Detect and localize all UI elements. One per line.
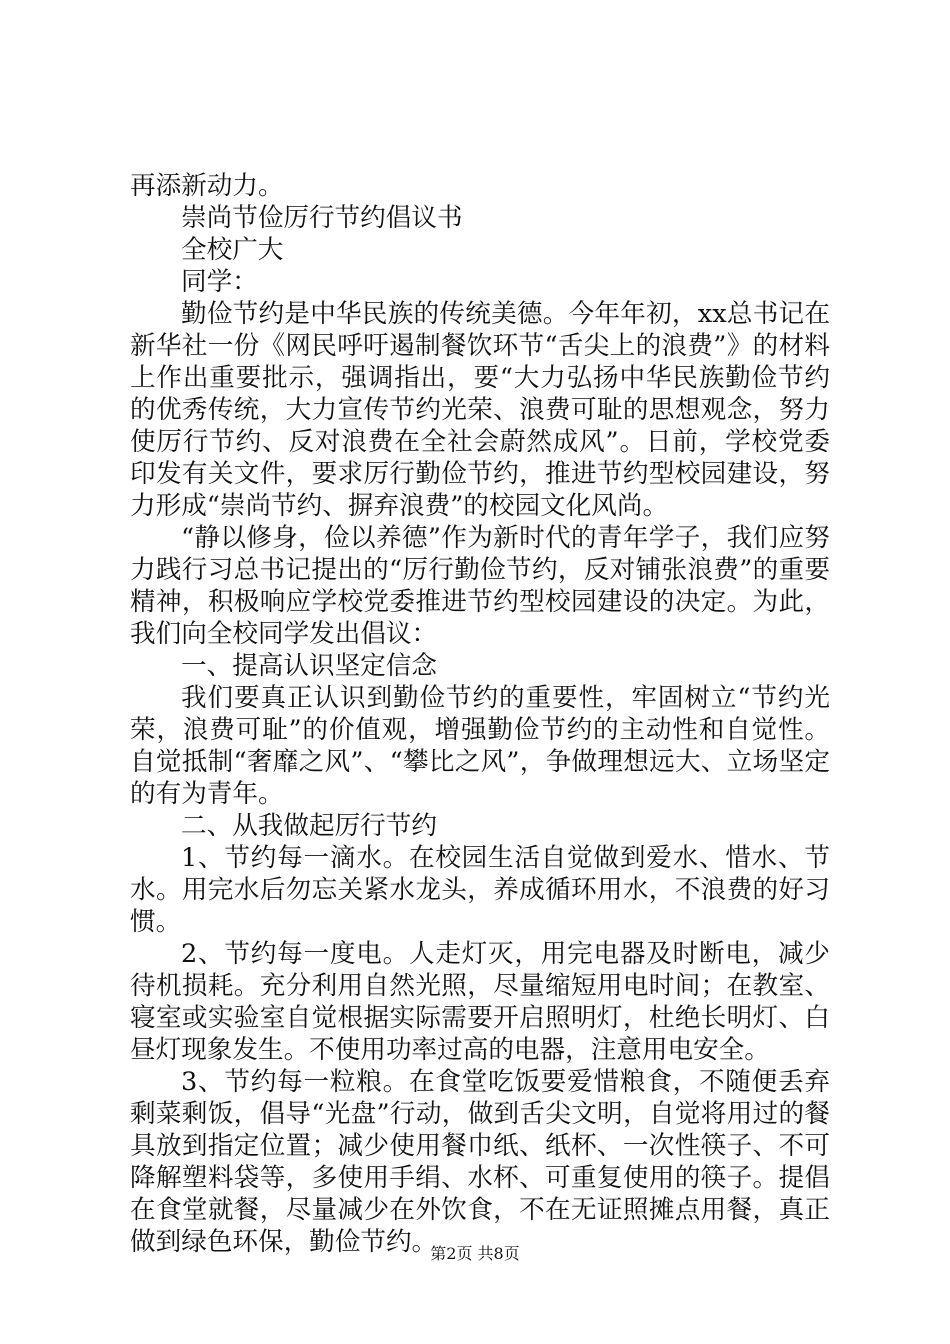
list-item-water: 1、节约每一滴水。在校园生活自觉做到爱水、惜水、节水。用完水后勿忘关紧水龙头，养成循环用水，不浪费的好习惯。 [130,843,830,937]
document-heading: 崇尚节俭厉行节约倡议书 [181,203,463,233]
paragraph-call: “静以修身，俭以养德”作为新时代的青年学子，我们应努力践行习总书记提出的“厉行勤俭节约，反对铺张浪费”的重要精神，积极响应学校党委推进节约型校园建设的决定。为此，我们向全校同学发出倡议： [130,523,830,649]
page-number-footer: 第2页 共8页 [430,1244,520,1263]
section-heading-1: 一、提高认识坚定信念 [181,651,437,681]
document-body [130,170,830,1258]
paragraph-continuation: 再添新动力。 [130,171,284,201]
salutation-line-2: 同学： [181,267,258,297]
list-item-food: 3、节约每一粒粮。在食堂吃饭要爱惜粮食，不随便丢弃剩菜剩饭，倡导“光盘”行动，做到舌尖文明，自觉将用过的餐具放到指定位置；减少使用餐巾纸、纸杯、一次性筷子、不可降解塑料袋等，多使用手绢、水杯、可重复使用的筷子。提倡在食堂就餐，尽量减少在外饮食，不在无证照摊点用餐，真正做到绿色环保，勤俭节约。 [130,1067,830,1257]
paragraph-section-1: 我们要真正认识到勤俭节约的重要性，牢固树立“节约光荣，浪费可耻”的价值观，增强勤俭节约的主动性和自觉性。自觉抵制“奢靡之风”、“攀比之风”，争做理想远大、立场坚定的有为青年。 [130,683,830,809]
list-item-electricity: 2、节约每一度电。人走灯灭，用完电器及时断电，减少待机损耗。充分利用自然光照，尽量缩短用电时间；在教室、寝室或实验室自觉根据实际需要开启照明灯，杜绝长明灯、白昼灯现象发生。不使用功率过高的电器，注意用电安全。 [130,939,830,1065]
paragraph-intro: 勤俭节约是中华民族的传统美德。今年年初，xx总书记在新华社一份《网民呼吁遏制餐饮环节“舌尖上的浪费”》的材料上作出重要批示，强调指出，要“大力弘扬中华民族勤俭节约的优秀传统，大力宣传节约光荣、浪费可耻的思想观念，努力使厉行节约、反对浪费在全社会蔚然成风”。日前，学校党委印发有关文件，要求厉行勤俭节约，推进节约型校园建设，努力形成“崇尚节约、摒弃浪费”的校园文化风尚。 [130,299,830,521]
section-heading-2: 二、从我做起厉行节约 [181,811,437,841]
salutation-line-1: 全校广大 [181,235,284,265]
